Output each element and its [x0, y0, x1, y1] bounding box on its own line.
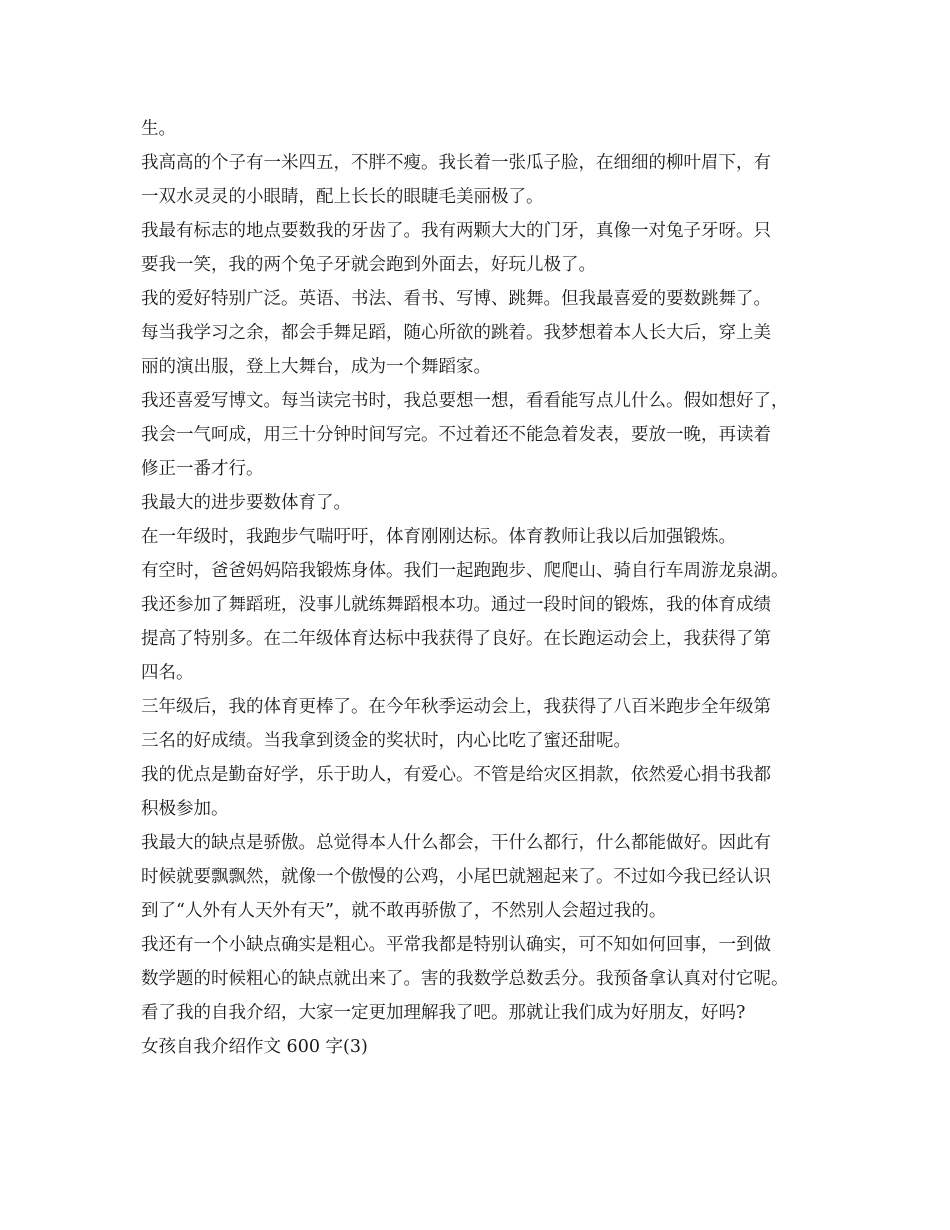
- text-line: 看了我的自我介绍，大家一定更加理解我了吧。那就让我们成为好朋友，好吗?: [141, 1003, 746, 1023]
- text-line: 丽的演出服，登上大舞台，成为一个舞蹈家。: [141, 357, 491, 377]
- text-line: 三名的好成绩。当我拿到烫金的奖状时，内心比吃了蜜还甜呢。: [141, 731, 631, 751]
- text-line: 我还有一个小缺点确实是粗心。平常我都是特别认确实，可不知如何回事，一到做: [141, 935, 771, 955]
- text-line: 每当我学习之余，都会手舞足蹈，随心所欲的跳着。我梦想着本人长大后，穿上美: [141, 323, 771, 343]
- text-line: 提高了特别多。在二年级体育达标中我获得了良好。在长跑运动会上，我获得了第: [141, 629, 771, 649]
- text-line: 在一年级时，我跑步气喘吁吁，体育刚刚达标。体育教师让我以后加强锻炼。: [141, 527, 736, 547]
- text-line: 时候就要飘飘然，就像一个傲慢的公鸡，小尾巴就翘起来了。不过如今我已经认识: [141, 867, 771, 887]
- text-line: 我的爱好特别广泛。英语、书法、看书、写博、跳舞。但我最喜爱的要数跳舞了。: [141, 289, 771, 309]
- text-line: 三年级后，我的体育更棒了。在今年秋季运动会上，我获得了八百米跑步全年级第: [141, 697, 771, 717]
- document-body: [141, 112, 841, 1064]
- text-line: 我高高的个子有一米四五，不胖不瘦。我长着一张瓜子脸，在细细的柳叶眉下，有: [141, 153, 771, 173]
- text-line: 生。: [141, 119, 176, 139]
- text-line: 我还参加了舞蹈班，没事儿就练舞蹈根本功。通过一段时间的锻炼，我的体育成绩: [141, 595, 771, 615]
- text-line: 积极参加。: [141, 799, 229, 819]
- section-heading: 女孩自我介绍作文 600 字(3): [141, 1037, 368, 1057]
- text-line: 要我一笑，我的两个兔子牙就会跑到外面去，好玩儿极了。: [141, 255, 596, 275]
- text-line: 有空时，爸爸妈妈陪我锻炼身体。我们一起跑跑步、爬爬山、骑自行车周游龙泉湖。: [141, 561, 789, 581]
- text-line: 修正一番才行。: [141, 459, 264, 479]
- text-line: 一双水灵灵的小眼睛，配上长长的眼睫毛美丽极了。: [141, 187, 544, 207]
- text-line: 我会一气呵成，用三十分钟时间写完。不过着还不能急着发表，要放一晚，再读着: [141, 425, 771, 445]
- text-line: 我最大的进步要数体育了。: [141, 493, 351, 513]
- text-line: 我的优点是勤奋好学，乐于助人，有爱心。不管是给灾区捐款，依然爱心捐书我都: [141, 765, 771, 785]
- text-line: 四名。: [141, 663, 194, 683]
- text-line: 我最大的缺点是骄傲。总觉得本人什么都会，干什么都行，什么都能做好。因此有: [141, 833, 771, 853]
- text-line: 我还喜爱写博文。每当读完书时，我总要想一想，看看能写点儿什么。假如想好了，: [141, 391, 789, 411]
- text-line: 我最有标志的地点要数我的牙齿了。我有两颗大大的门牙，真像一对兔子牙呀。只: [141, 221, 771, 241]
- text-line: 到了“人外有人天外有天”，就不敢再骄傲了，不然别人会超过我的。: [141, 901, 667, 921]
- text-line: 数学题的时候粗心的缺点就出来了。害的我数学总数丢分。我预备拿认真对付它呢。: [141, 969, 789, 989]
